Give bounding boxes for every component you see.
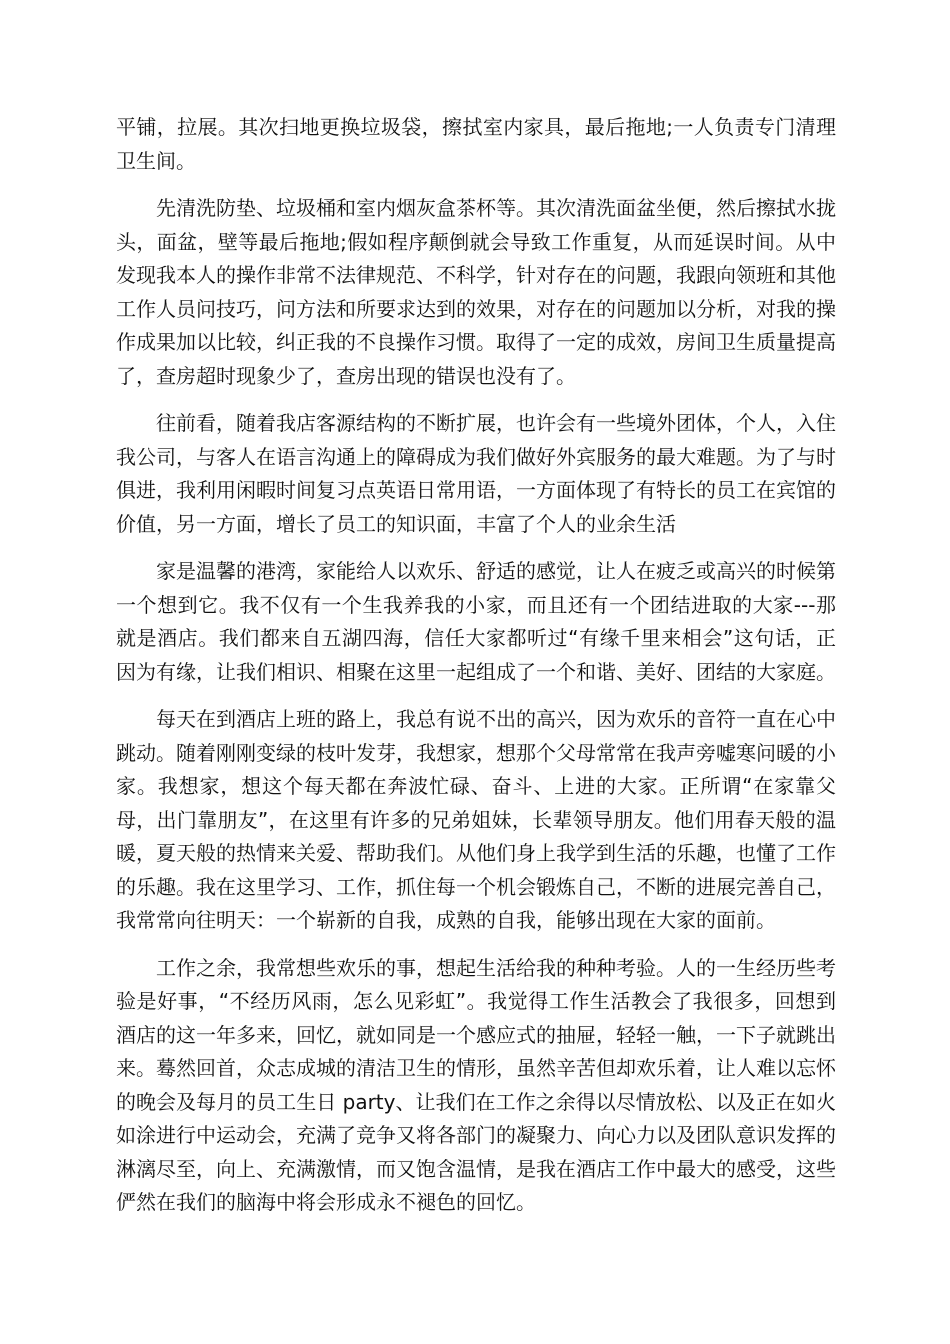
paragraph-4: 家是温馨的港湾，家能给人以欢乐、舒适的感觉，让人在疲乏或高兴的时候第一个想到它。我不仅有一个生我养我的小家，而且还有一个团结进取的大家---那就是酒店。我们都来自五湖四海，信任大家都听过“有缘千里来相会”这句话，正因为有缘，让我们相识、相聚在这里一起组成了一个和谐、美好、团结的大家庭。 bbox=[116, 559, 836, 684]
paragraph-6: 工作之余，我常想些欢乐的事，想起生活给我的种种考验。人的一生经历些考验是好事，“不经历风雨，怎么见彩虹”。我觉得工作生活教会了我很多，回想到酒店的这一年多来，回忆，就如同是一个感应式的抽屉，轻轻一触，一下子就跳出来。蓦然回首，众志成城的清洁卫生的情形，虽然辛苦但却欢乐着，让人难以忘怀的晚会及每月的员工生日 party、让我们在工作之余得以尽情放松、以及正在如火如涂进行中运动会，充满了竞争又将各部门的凝聚力、向心力以及团队意识发挥的淋漓尽至，向上、充满激情，而又饱含温情，是我在酒店工作中最大的感受，这些俨然在我们的脑海中将会形成永不褪色的回忆。 bbox=[116, 955, 836, 1214]
paragraph-2: 先清洗防垫、垃圾桶和室内烟灰盒茶杯等。其次清洗面盆坐便，然后擦拭水拢头，面盆，壁等最后拖地;假如程序颠倒就会导致工作重复，从而延误时间。从中发现我本人的操作非常不法律规范、不科学，针对存在的问题，我跟向领班和其他工作人员问技巧，问方法和所要求达到的效果，对存在的问题加以分析，对我的操作成果加以比较，纠正我的不良操作习惯。取得了一定的成效，房间卫生质量提高了，查房超时现象少了，查房出现的错误也没有了。 bbox=[116, 196, 836, 388]
paragraph-5: 每天在到酒店上班的路上，我总有说不出的高兴，因为欢乐的音符一直在心中跳动。随着刚刚变绿的枝叶发芽，我想家，想那个父母常常在我声旁嘘寒问暖的小家。我想家，想这个每天都在奔波忙碌、奋斗、上进的大家。正所谓“在家靠父母，出门靠朋友”，在这里有许多的兄弟姐妹，长辈领导朋友。他们用春天般的温暖，夏天般的热情来关爱、帮助我们。从他们身上我学到生活的乐趣，也懂了工作的乐趣。我在这里学习、工作，抓住每一个机会锻炼自己，不断的进展完善自己，我常常向往明天：一个崭新的自我，成熟的自我，能够出现在大家的面前。 bbox=[116, 707, 836, 932]
paragraph-1: 平铺，拉展。其次扫地更换垃圾袋，擦拭室内家具，最后拖地;一人负责专门清理卫生间。 bbox=[116, 115, 836, 173]
document-body bbox=[116, 111, 836, 1234]
paragraph-3: 往前看，随着我店客源结构的不断扩展，也许会有一些境外团体，个人，入住我公司，与客人在语言沟通上的障碍成为我们做好外宾服务的最大难题。为了与时俱进，我利用闲暇时间复习点英语日常用语，一方面体现了有特长的员工在宾馆的价值，另一方面，增长了员工的知识面，丰富了个人的业余生活 bbox=[116, 411, 836, 536]
